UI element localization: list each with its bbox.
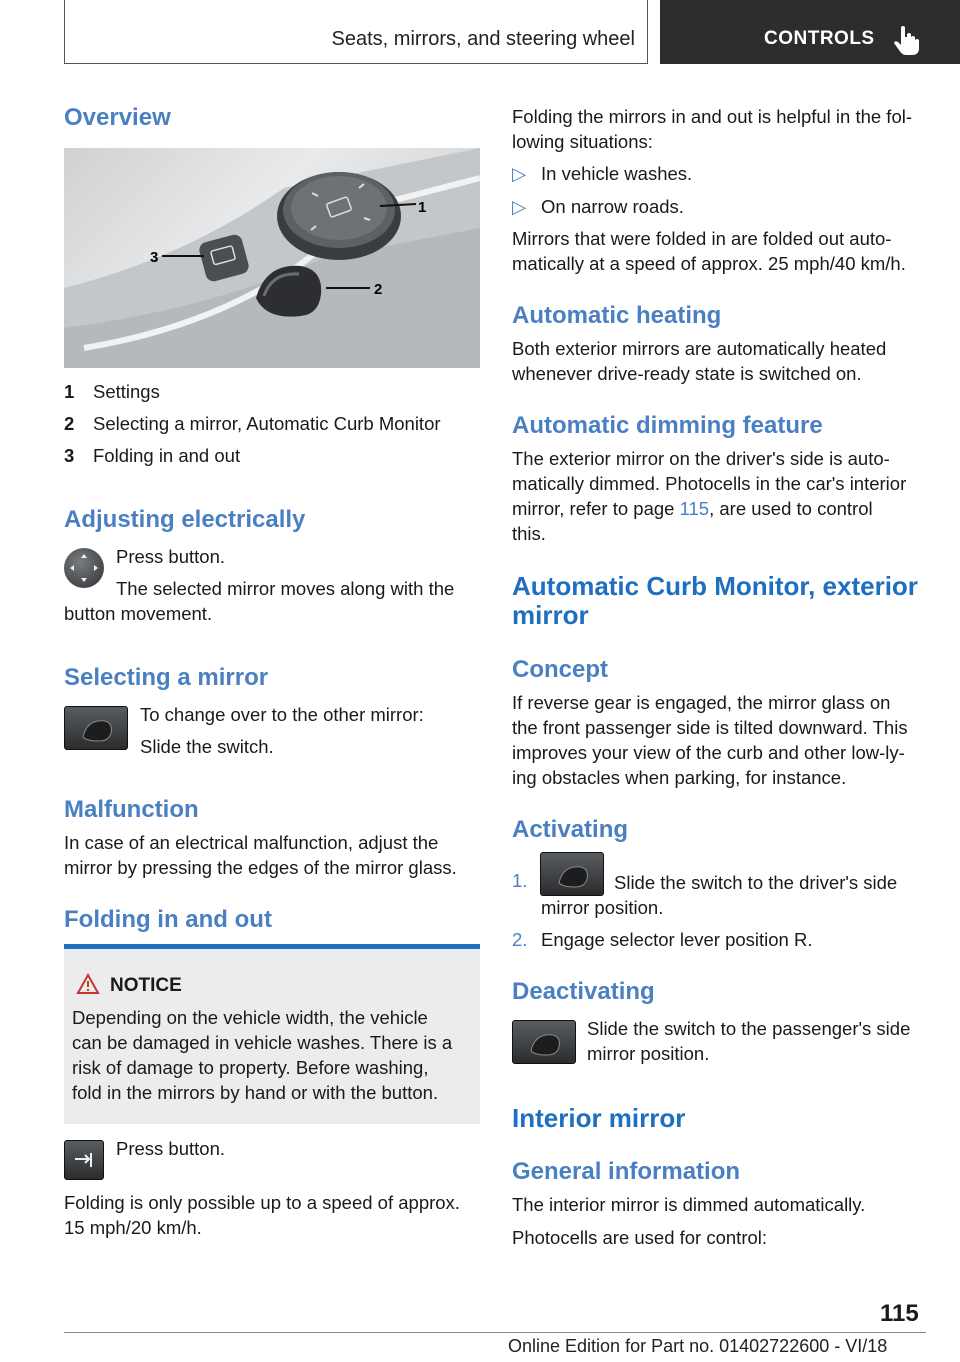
mirror-selector-switch-icon: [64, 706, 128, 750]
heading-selecting-mirror: Selecting a mirror: [64, 664, 269, 691]
notice-label: NOTICE: [110, 975, 182, 996]
heading-deactivating: Deactivating: [512, 978, 655, 1005]
mirror-adjust-button-icon: [64, 548, 104, 588]
header-section-box: [64, 0, 648, 64]
notice-text-line: can be damaged in vehicle washes. There is a: [72, 1032, 453, 1053]
bullet-text: In vehicle washes.: [541, 163, 693, 184]
page-link-115[interactable]: 115: [679, 498, 710, 519]
concept-line: If reverse gear is engaged, the mirror glass on: [512, 692, 891, 713]
legend-number: 3: [64, 445, 75, 466]
heading-automatic-dimming: Automatic dimming feature: [512, 412, 823, 439]
heading-curb-monitor-line1: Automatic Curb Monitor, exterior: [512, 571, 918, 601]
heading-adjusting-electrically: Adjusting electrically: [64, 506, 306, 533]
step-1-line1: Slide the switch to the driver's side: [614, 872, 898, 893]
legend-item: [64, 376, 480, 408]
callout-3: 3: [150, 249, 159, 266]
footer-edition: Online Edition for Part no. 01402722600 - VI/18: [508, 1336, 888, 1356]
bullet-item: [512, 161, 692, 186]
dimming-line1: The exterior mirror on the driver's side is auto‐: [512, 448, 890, 469]
callout-2: 2: [374, 281, 383, 298]
notice-text-line: fold in the mirrors by hand or with the button.: [72, 1082, 439, 1103]
folded-out-line1: Mirrors that were folded in are folded out auto‐: [512, 228, 892, 249]
legend-item: [64, 408, 480, 440]
fold-intro-line1: Folding the mirrors in and out is helpful in the fol‐: [512, 106, 913, 127]
heading-folding-in-out: Folding in and out: [64, 906, 272, 933]
hand-pointer-icon: [892, 24, 922, 56]
deactivating-line2: mirror position.: [587, 1043, 710, 1064]
general-text-2: Photocells are used for control:: [512, 1227, 768, 1248]
dimming-line4: this.: [512, 523, 546, 544]
adjusting-text-line2: button movement.: [64, 603, 213, 624]
notice-text-line: risk of damage to property. Before washing,: [72, 1057, 429, 1078]
concept-line: improves your view of the curb and other low-ly‐: [512, 742, 905, 763]
mirror-controls-photo: [64, 148, 480, 368]
step-2-number: 2.: [512, 929, 528, 950]
heading-overview: Overview: [64, 104, 171, 131]
mirror-selector-switch-icon: [540, 852, 604, 896]
dimming-line3-pre: mirror, refer to page: [512, 498, 680, 519]
folding-speed-line2: 15 mph/20 km/h.: [64, 1217, 202, 1238]
legend-number: 1: [64, 381, 75, 402]
legend-text: Folding in and out: [93, 445, 241, 466]
heading-activating: Activating: [512, 816, 629, 843]
heading-concept: Concept: [512, 656, 608, 683]
footer-divider: [64, 1332, 926, 1333]
heading-interior-mirror: Interior mirror: [512, 1103, 686, 1133]
fold-mirror-button-icon: [64, 1140, 104, 1180]
general-text-1: The interior mirror is dimmed automatically.: [512, 1194, 866, 1215]
dimming-line2: matically dimmed. Photocells in the car's interior: [512, 473, 907, 494]
concept-line: the front passenger side is tilted downward. This: [512, 717, 908, 738]
legend-list: [64, 376, 480, 472]
dimming-line3-post: , are used to control: [709, 498, 873, 519]
step-2-text: Engage selector lever position R.: [541, 929, 813, 950]
heading-general-information: General information: [512, 1158, 741, 1185]
mirror-controls-illustration: [64, 148, 480, 368]
bullet-item: [512, 194, 684, 219]
folding-speed-line1: Folding is only possible up to a speed of approx.: [64, 1192, 460, 1213]
folded-out-line2: matically at a speed of approx. 25 mph/40 km/h.: [512, 253, 906, 274]
page-number: 115: [880, 1300, 919, 1327]
fold-intro-line2: lowing situations:: [512, 131, 653, 152]
malfunction-text-line1: In case of an electrical malfunction, adjust the: [64, 832, 439, 853]
bullet-text: On narrow roads.: [541, 196, 684, 217]
heading-curb-monitor-line2: mirror: [512, 600, 589, 630]
selecting-text-1: To change over to the other mirror:: [140, 704, 424, 725]
callout-1: 1: [418, 199, 427, 216]
legend-text: Settings: [93, 381, 160, 402]
fold-press-button: Press button.: [116, 1138, 226, 1159]
triangle-bullet-icon: ▷: [512, 196, 527, 217]
adjusting-text-line1: The selected mirror moves along with the: [116, 578, 455, 599]
legend-text: Selecting a mirror, Automatic Curb Monitor: [93, 413, 441, 434]
warning-triangle-icon: [76, 973, 100, 995]
notice-text-line: Depending on the vehicle width, the vehicle: [72, 1007, 428, 1028]
legend-number: 2: [64, 413, 75, 434]
legend-item: [64, 440, 480, 472]
header-section-title: Seats, mirrors, and steering wheel: [331, 28, 635, 50]
deactivating-line1: Slide the switch to the passenger's side: [587, 1018, 911, 1039]
mirror-selector-switch-icon: [512, 1020, 576, 1064]
heating-line2: whenever drive-ready state is switched on.: [512, 363, 862, 384]
malfunction-text-line2: mirror by pressing the edges of the mirror glass.: [64, 857, 457, 878]
adjusting-press-button: Press button.: [116, 546, 226, 567]
triangle-bullet-icon: ▷: [512, 163, 527, 184]
selecting-text-2: Slide the switch.: [140, 736, 274, 757]
step-1-line2: mirror position.: [541, 897, 664, 918]
notice-box: [64, 944, 480, 1124]
dimming-line3: [512, 496, 873, 521]
step-1-number: 1.: [512, 870, 528, 891]
concept-line: ing obstacles when parking, for instance.: [512, 767, 847, 788]
heating-line1: Both exterior mirrors are automatically heated: [512, 338, 887, 359]
header-chapter-label: CONTROLS: [764, 28, 875, 49]
heading-malfunction: Malfunction: [64, 796, 199, 823]
heading-automatic-heating: Automatic heating: [512, 302, 722, 329]
